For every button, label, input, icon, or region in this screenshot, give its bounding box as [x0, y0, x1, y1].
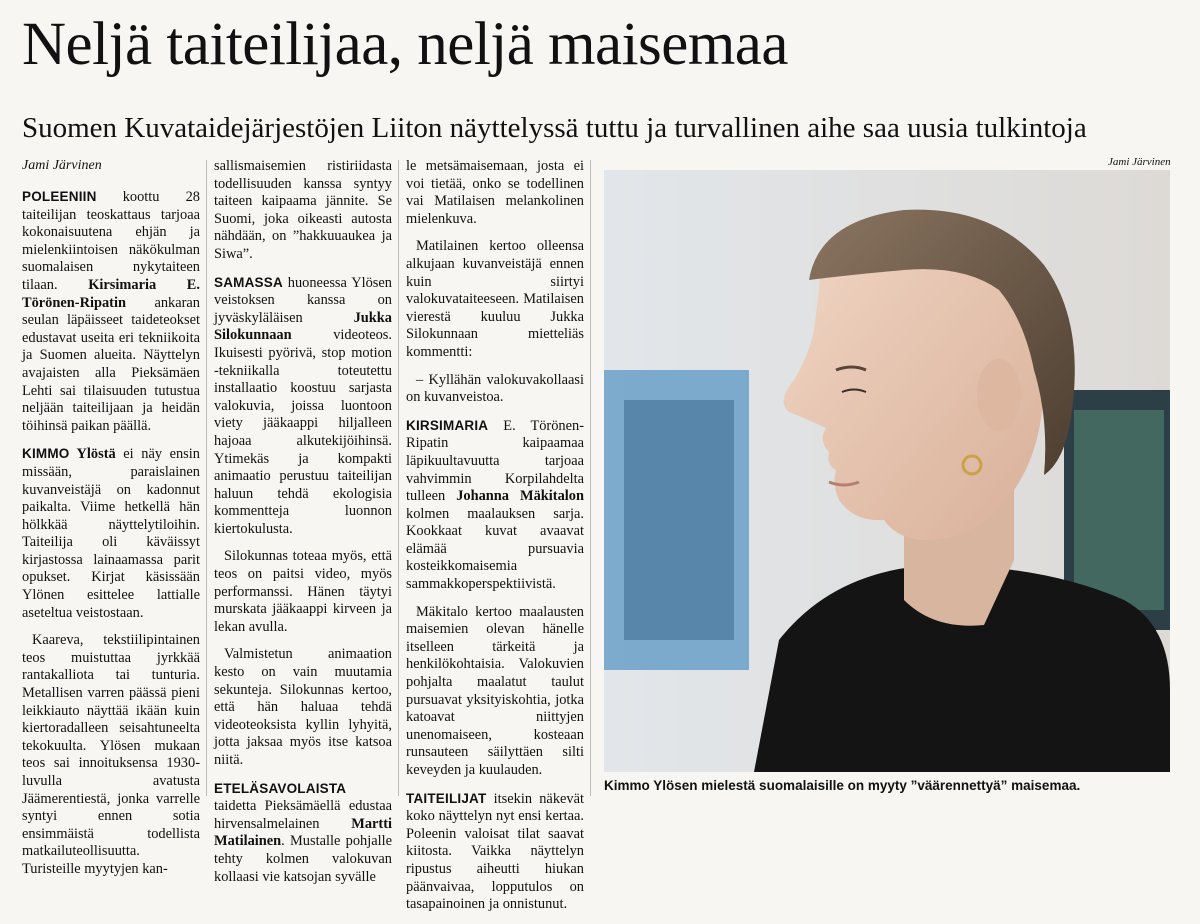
photo-credit: Jami Järvinen — [1108, 156, 1171, 168]
paragraph — [406, 417, 584, 594]
paragraph — [406, 238, 584, 361]
paragraph-text: Silokunnas toteaa myös, että teos on paitsi video, myös performanssi. Hänen täytyi murskata jääkaappi kirveen ja lekan avulla. — [214, 548, 392, 635]
paragraph-text: Kaareva, tekstiilipintainen teos muistuttaa jyrkkää rantakalliota tai tunturia. Metallisen varren päässä pieni leikkiauto näyttää ikään kuin kiertoradalleen seisahtuneelta tekokuulta. Ylösen mukaan teos sai innoituksensa 1930-luvulla avatusta Jäämerentiestä, jonka varrelle syntyi ennen sotia ensimmäistä todellista matkailuteollisuutta. Turisteille myytyjen kan- — [22, 632, 200, 877]
paragraph — [214, 274, 392, 539]
subheadline: Suomen Kuvataidejärjestöjen Liiton näyttelyssä tuttu ja turvallinen aihe saa uusia tulkintoja — [22, 112, 1087, 144]
paragraph — [214, 548, 392, 636]
paragraph-text: kolmen maalauksen sarja. Kookkaat kuvat avaavat elämää pursuavia kosteikkomaisemia sammakkoperspektiivistä. — [406, 505, 584, 593]
person-name: Kirsimaria E. Törönen-Ripatin — [22, 276, 200, 311]
paragraph-text: ei näy ensin missään, paraislainen kuvanveistäjä on kadonnut paikalta. Viime hetkellä hän hölkkää näyttelytiloihin. Taiteilija oli käväissyt kirjastossa lainaamassa parit opukset. Kirjat käsissään Ylönen esittelee lattialle aseteltua veistostaan. — [22, 446, 200, 621]
person-name: Jukka Silokunnaan — [214, 309, 392, 344]
paragraph — [214, 646, 392, 769]
text-column-2 — [214, 158, 392, 896]
paragraph-text: ankaran seulan läpäisseet taideteokset edustavat useita eri tekniikoita ja Suomen alueita. Näyttelyn avajaisten alla Pieksämäen Lehti sai tilaisuuden tutustua neljään taiteilijaan ja heidän töihinsä paikan päällä. — [22, 294, 200, 434]
paragraph — [214, 158, 392, 264]
column-divider — [206, 160, 207, 796]
paragraph — [22, 632, 200, 878]
paragraph-text: le metsämaisemaan, josta ei voi tietää, onko se todellinen vai Matilaisen melankolinen mielenkuva. — [406, 158, 584, 227]
portrait-photo — [604, 170, 1170, 772]
paragraph — [406, 158, 584, 228]
background-frame-detail — [1074, 410, 1164, 610]
paragraph-lead: KIRSIMARIA — [406, 417, 489, 433]
paragraph-text: videoteos. Ikuisesti pyörivä, stop motion -tekniikalla toteutettu installaatio koostuu sarjasta valokuvia, joissa luontoon viety jääkaappi hiljalleen hajoaa alkutekijöihinsä. Ytimekäs ja kompakti animaatio perustuu taiteilijan haluun tehdä ekologisia kommentteja luonnon kiertokulusta. — [214, 327, 392, 537]
text-column-1 — [22, 188, 200, 889]
person-name: Martti Matilainen — [214, 815, 392, 850]
paragraph-lead: TAITEILIJAT — [406, 790, 487, 806]
paragraph — [22, 445, 200, 622]
ear — [977, 359, 1021, 431]
paragraph — [214, 780, 392, 887]
text-column-3 — [406, 158, 584, 924]
paragraph — [406, 790, 584, 914]
quote-text: – Kyllähän valokuvakollaasi on kuvanveistoa. — [406, 371, 584, 406]
paragraph — [406, 372, 584, 407]
portrait-illustration — [604, 170, 1170, 772]
paragraph-text: Valmistetun animaation kesto on vain muutamia sekunteja. Silokunnas kertoo, että hän haluaa tehdä videoteoksista kyllin lyhyitä, jotta jaksaa myös itse katsoa niitä. — [214, 646, 392, 768]
column-divider — [398, 160, 399, 796]
paragraph-lead: POLEENIIN — [22, 189, 97, 204]
paragraph-text: E. Törönen-Ripatin kaipaamaa läpikuultavuutta tarjoaa vahvimmin Korpilahdelta tulleen — [406, 417, 584, 505]
paragraph — [22, 188, 200, 435]
paragraph-text: Mäkitalo kertoo maalausten maisemien olevan hänelle itselleen tärkeitä ja henkilökohtaisia. Valokuvien pohjalta maalatut taulut pursuavat yksityiskohtia, jotka katoavat niittyjen unenomaiseen, kosteaan runsauteen säilyttäen silti keveyden ja kuulauden. — [406, 603, 584, 778]
headline: Neljä taiteilijaa, neljä maisemaa — [22, 11, 788, 78]
paragraph-text: huoneessa Ylösen veistoksen kanssa on jyväskyläläisen — [214, 274, 392, 326]
paragraph-text: . Mustalle pohjalle tehty kolmen valokuvan kollaasi vie katsojan syvälle — [214, 833, 392, 885]
column-divider — [590, 160, 591, 796]
paragraph — [406, 604, 584, 780]
paragraph-lead: ETELÄSAVOLAISTA — [214, 780, 347, 796]
person-name: Ylöstä — [69, 446, 116, 463]
paragraph-text: Matilainen kertoo olleensa alkujaan kuvanveistäjä ennen kuin siirtyi valokuvataiteeseen. Matilaisen vierestä kuuluu Jukka Silokunnaan mietteliäs kommentti: — [406, 238, 584, 360]
byline: Jami Järvinen — [22, 158, 102, 173]
background-painting-detail — [624, 400, 734, 640]
paragraph-text: itsekin näkevät koko näyttelyn nyt ensi kertaa. Poleenin valoisat tilat saavat kiitosta. Vaikka näyttelyn ripustus aiheutti hiukan päänvaivaa, lopputulos on tasapainoinen ja onnistunut. — [406, 790, 584, 913]
person-name: Johanna Mäkitalon — [456, 488, 584, 505]
paragraph-lead: KIMMO — [22, 446, 70, 462]
paragraph-lead: SAMASSA — [214, 274, 283, 290]
paragraph-text: taidetta Pieksämäellä edustaa hirvensalmelainen — [214, 798, 392, 832]
paragraph-text: sallismaisemien ristiriidasta todellisuuden kanssa syntyy taiteen kaipaama jännite. Se Suomi, joka oikeasti autosta nähdään, on ”hakkuuaukea ja Siwa”. — [214, 158, 392, 262]
paragraph-text: koottu 28 taiteilijan teoskattaus tarjoaa kokonaisuutena ehjän ja mielenkiintoisen näkökulman suomalaisen nykytaiteen tilaan. — [22, 189, 200, 293]
photo-caption: Kimmo Ylösen mielestä suomalaisille on myyty ”väärennettyä” maisemaa. — [604, 778, 1081, 793]
